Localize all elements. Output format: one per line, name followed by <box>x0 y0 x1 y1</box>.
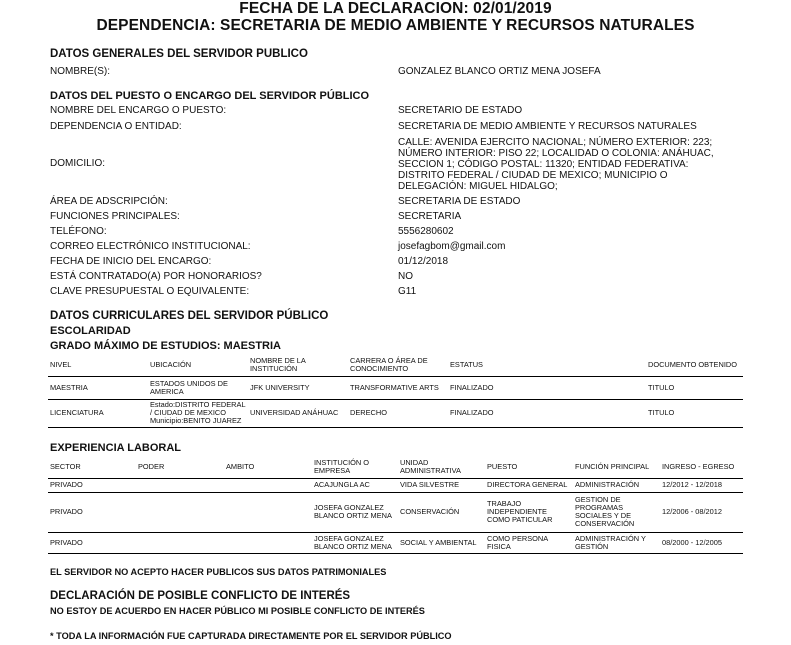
capture-note: * TODA LA INFORMACIÓN FUE CAPTURADA DIRECTAMENTE POR EL SERVIDOR PÚBLICO <box>50 631 452 641</box>
area-value: SECRETARIA DE ESTADO <box>398 196 521 207</box>
cell: JFK UNIVERSITY <box>248 376 348 399</box>
conflict-of-interest-title: DECLARACIÓN DE POSIBLE CONFLICTO DE INTERÉS <box>50 590 351 602</box>
col-ubicacion: UBICACIÓN <box>148 354 248 376</box>
col-funcion: FUNCIÓN PRINCIPAL <box>573 456 660 478</box>
cell: FINALIZADO <box>448 376 646 399</box>
table-row <box>48 492 743 532</box>
cell: JOSEFA GONZALEZ BLANCO ORTIZ MENA <box>312 532 398 553</box>
cell <box>136 478 224 492</box>
functions-label: FUNCIONES PRINCIPALES: <box>50 211 180 222</box>
col-carrera: CARRERA O ÁREA DE CONOCIMIENTO <box>348 354 448 376</box>
cell: LICENCIATURA <box>48 399 148 427</box>
cell: ACAJUNGLA AC <box>312 478 398 492</box>
cell: PRIVADO <box>48 532 136 553</box>
work-experience-table <box>48 456 743 554</box>
name-value: GONZALEZ BLANCO ORTIZ MENA JOSEFA <box>398 66 601 77</box>
cell <box>224 492 312 532</box>
cell: DIRECTORA GENERAL <box>485 478 573 492</box>
agency-value: SECRETARIA DE MEDIO AMBIENTE Y RECURSOS NATURALES <box>398 121 697 132</box>
position-value: SECRETARIO DE ESTADO <box>398 105 523 116</box>
agency-heading: DEPENDENCIA: SECRETARIA DE MEDIO AMBIENTE Y RECURSOS NATURALES <box>96 17 695 34</box>
curricular-title: DATOS CURRICULARES DEL SERVIDOR PÚBLICO <box>50 310 329 322</box>
email-value: josefagbom@gmail.com <box>398 241 506 252</box>
position-label: NOMBRE DEL ENCARGO O PUESTO: <box>50 105 227 116</box>
col-ingreso-egreso: INGRESO - EGRESO <box>660 456 743 478</box>
cell: PRIVADO <box>48 492 136 532</box>
col-unidad: UNIDAD ADMINISTRATIVA <box>398 456 485 478</box>
cell <box>136 492 224 532</box>
education-header-row <box>48 354 743 376</box>
cell: PRIVADO <box>48 478 136 492</box>
fees-contract-label: ESTÁ CONTRATADO(A) POR HONORARIOS? <box>50 271 262 282</box>
cell: JOSEFA GONZALEZ BLANCO ORTIZ MENA <box>312 492 398 532</box>
cell: 12/2006 - 08/2012 <box>660 492 743 532</box>
budget-key-label: CLAVE PRESUPUESTAL O EQUIVALENTE: <box>50 286 250 297</box>
general-data-title: DATOS GENERALES DEL SERVIDOR PUBLICO <box>50 48 308 60</box>
cell: 12/2012 - 12/2018 <box>660 478 743 492</box>
cell: GESTION DE PROGRAMAS SOCIALES Y DE CONSERVACIÓN <box>573 492 660 532</box>
cell: TRANSFORMATIVE ARTS <box>348 376 448 399</box>
cell: COMO PERSONA FISICA <box>485 532 573 553</box>
cell: UNIVERSIDAD ANÁHUAC <box>248 399 348 427</box>
cell: Estado:DISTRITO FEDERAL / CIUDAD DE MEXICO Municipio:BENITO JUAREZ <box>148 399 248 427</box>
functions-value: SECRETARIA <box>398 211 462 222</box>
area-label: ÁREA DE ADSCRIPCIÓN: <box>50 196 168 207</box>
cell: ADMINISTRACIÓN Y GESTIÓN <box>573 532 660 553</box>
patrimonial-notice: EL SERVIDOR NO ACEPTO HACER PUBLICOS SUS DATOS PATRIMONIALES <box>50 567 387 577</box>
address-label: DOMICILIO: <box>50 158 106 169</box>
start-date-value: 01/12/2018 <box>398 256 449 267</box>
table-row <box>48 478 743 492</box>
col-poder: PODER <box>136 456 224 478</box>
col-ambito: AMBITO <box>224 456 312 478</box>
col-puesto: PUESTO <box>485 456 573 478</box>
cell <box>224 532 312 553</box>
cell: DERECHO <box>348 399 448 427</box>
col-sector: SECTOR <box>48 456 136 478</box>
col-documento: DOCUMENTO OBTENIDO <box>646 354 743 376</box>
work-experience-title: EXPERIENCIA LABORAL <box>50 442 181 454</box>
cell: FINALIZADO <box>448 399 646 427</box>
cell: ESTADOS UNIDOS DE AMERICA <box>148 376 248 399</box>
phone-value: 5556280602 <box>398 226 454 237</box>
highest-degree: GRADO MÁXIMO DE ESTUDIOS: MAESTRIA <box>50 340 282 352</box>
email-label: CORREO ELECTRÓNICO INSTITUCIONAL: <box>50 241 251 252</box>
table-row <box>48 399 743 427</box>
education-table <box>48 354 743 428</box>
col-nivel: NIVEL <box>48 354 148 376</box>
cell: CONSERVACIÓN <box>398 492 485 532</box>
name-label: NOMBRE(S): <box>50 66 110 77</box>
fees-contract-value: NO <box>398 271 413 282</box>
cell: ADMINISTRACIÓN <box>573 478 660 492</box>
cell: TITULO <box>646 399 743 427</box>
cell: MAESTRIA <box>48 376 148 399</box>
table-row <box>48 532 743 553</box>
table-row <box>48 376 743 399</box>
col-empresa: INSTITUCIÓN O EMPRESA <box>312 456 398 478</box>
cell: VIDA SILVESTRE <box>398 478 485 492</box>
cell <box>224 478 312 492</box>
cell <box>136 532 224 553</box>
declaration-date-heading: FECHA DE LA DECLARACION: 02/01/2019 <box>239 0 552 17</box>
start-date-label: FECHA DE INICIO DEL ENCARGO: <box>50 256 212 267</box>
conflict-of-interest-text: NO ESTOY DE ACUERDO EN HACER PÚBLICO MI POSIBLE CONFLICTO DE INTERÉS <box>50 606 425 616</box>
cell: SOCIAL Y AMBIENTAL <box>398 532 485 553</box>
col-estatus: ESTATUS <box>448 354 646 376</box>
cell: TRABAJO INDEPENDIENTE COMO PATICULAR <box>485 492 573 532</box>
cell: 08/2000 - 12/2005 <box>660 532 743 553</box>
cell: TITULO <box>646 376 743 399</box>
agency-label: DEPENDENCIA O ENTIDAD: <box>50 121 182 132</box>
schooling-title: ESCOLARIDAD <box>50 325 131 337</box>
experience-header-row <box>48 456 743 478</box>
col-institucion: NOMBRE DE LA INSTITUCIÓN <box>248 354 348 376</box>
phone-label: TELÉFONO: <box>50 226 107 237</box>
position-data-title: DATOS DEL PUESTO O ENCARGO DEL SERVIDOR PÚBLICO <box>50 90 370 102</box>
budget-key-value: G11 <box>398 286 417 297</box>
address-value: CALLE: AVENIDA EJERCITO NACIONAL; NÚMERO EXTERIOR: 223; NÚMERO INTERIOR: PISO 22; LOCALIDAD O COLONIA: ANÁHUAC, SECCION 1; CÓDIGO POSTAL: 11320; ENTIDAD FEDERATIVA: DISTRITO FEDERAL / CIUDAD DE MEXICO; MUNICIPIO O DELEGACIÓN: MIGUEL HIDALGO; <box>398 137 714 192</box>
